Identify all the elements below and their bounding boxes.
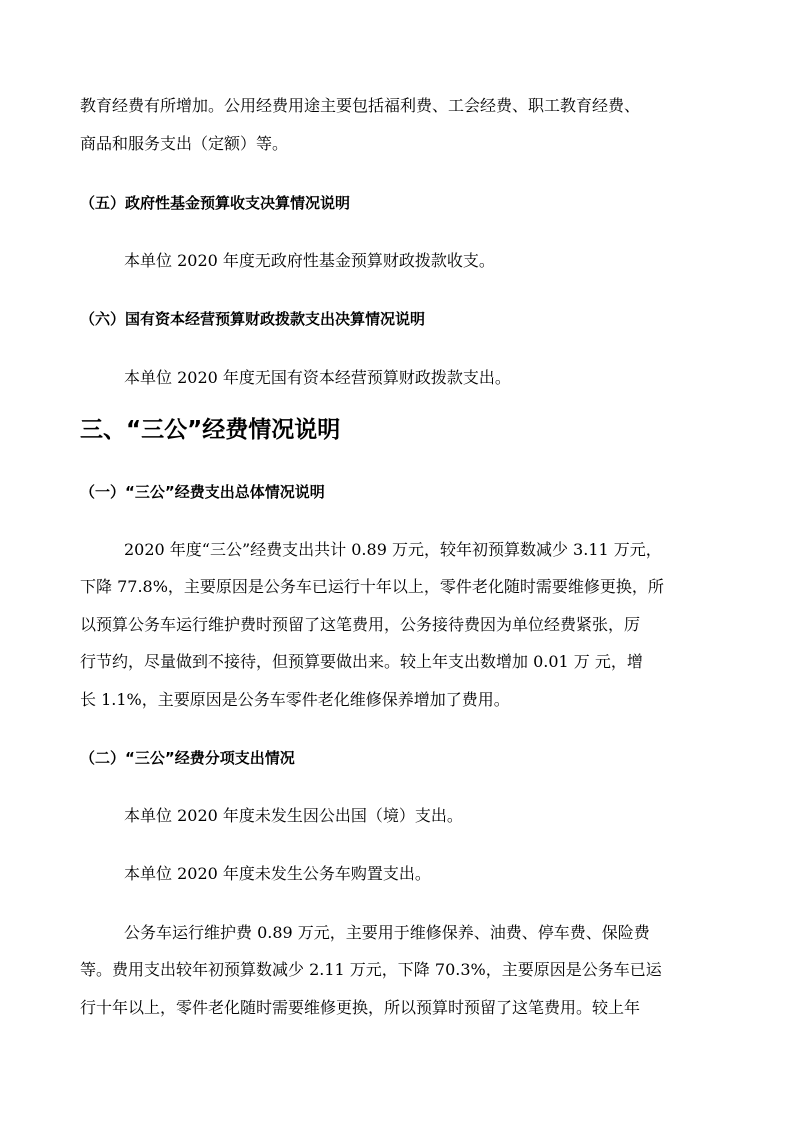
paragraph-line: 商品和服务支出（定额）等。	[80, 134, 289, 153]
subsection-heading-6: （六）国有资本经营预算财政拨款支出决算情况说明	[80, 310, 426, 328]
paragraph-line: 2020 年度“三公”经费支出共计 0.89 万元，较年初预算数减少 3.11 万元，	[124, 540, 662, 559]
section-title: 三、“三公”经费情况说明	[80, 417, 341, 443]
paragraph-line: 本单位 2020 年度未发生因公出国（境）支出。	[124, 806, 463, 825]
subsection-heading-5: （五）政府性基金预算收支决算情况说明	[80, 194, 351, 212]
paragraph-line: 行节约，尽量做到不接待，但预算要做出来。较上年支出数增加 0.01 万 元，增	[80, 652, 643, 671]
subsection-heading-3-1: （一）“三公”经费支出总体情况说明	[80, 483, 325, 501]
paragraph-line: 本单位 2020 年度无政府性基金预算财政拨款收支。	[124, 251, 495, 270]
paragraph-line: 以预算公务车运行维护费时预留了这笔费用，公务接待费因为单位经费紧张，厉	[80, 615, 641, 634]
paragraph-line: 下降 77.8%，主要原因是公务车已运行十年以上，零件老化随时需要维修更换，所	[80, 577, 664, 596]
paragraph-line: 公务车运行维护费 0.89 万元，主要用于维修保养、油费、停车费、保险费	[124, 923, 650, 942]
subsection-heading-3-2: （二）“三公”经费分项支出情况	[80, 749, 295, 767]
paragraph-line: 本单位 2020 年度未发生公务车购置支出。	[124, 864, 431, 883]
paragraph-line: 本单位 2020 年度无国有资本经营预算财政拨款支出。	[124, 368, 511, 387]
paragraph-line: 长 1.1%，主要原因是公务车零件老化维修保养增加了费用。	[80, 690, 510, 709]
paragraph-line: 教育经费有所增加。公用经费用途主要包括福利费、工会经费、职工教育经费、	[80, 96, 641, 115]
paragraph-line: 等。费用支出较年初预算数减少 2.11 万元，下降 70.3%，主要原因是公务车已运	[80, 960, 662, 979]
paragraph-line: 行十年以上，零件老化随时需要维修更换，所以预算时预留了这笔费用。较上年	[80, 998, 641, 1017]
